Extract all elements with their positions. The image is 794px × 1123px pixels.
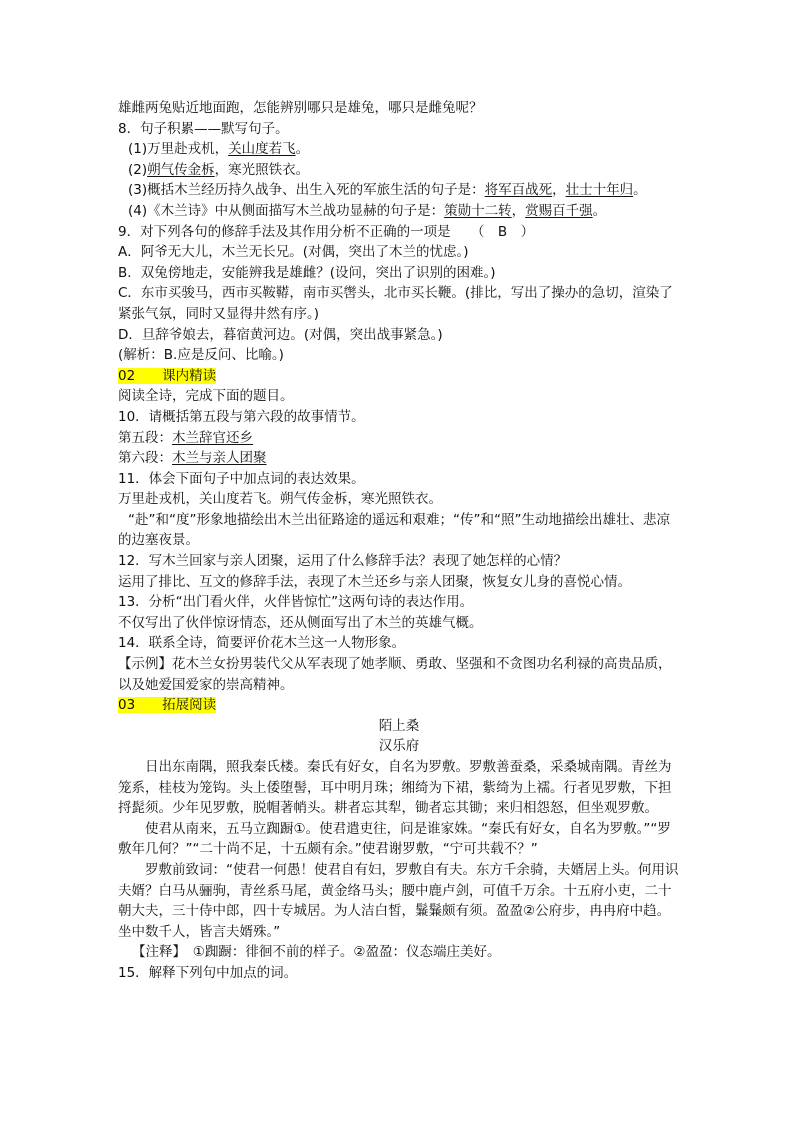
q14-title: 14．联系全诗，简要评价花木兰这一人物形象。 xyxy=(118,635,406,652)
q8-4-answer-a: 策勋十二转 xyxy=(444,202,512,219)
q15-title: 15．解释下列句中加点的词。 xyxy=(118,964,298,981)
q9-option-c: C．东市买骏马，西市买鞍鞯，南市买辔头，北市买长鞭。(排比，写出了操办的急切，渲染了紧张气氛，同时又显得井然有序。) xyxy=(118,285,673,322)
q8-title: 8．句子积累——默写句子。 xyxy=(118,120,289,137)
poem-paragraph-3: 罗敷前致词：“使君一何愚！使君自有妇，罗敷自有夫。东方千余骑，夫婿居上头。何用识夫婿？白马从骊驹，青丝系马尾，黄金络马头；腰中鹿卢剑，可值千万余。十五府小吏，二十朝大夫，三十侍中郎，四十专城居。为人洁白皙，鬑鬑颇有须。盈盈②公府步，冉冉府中趋。坐中数千人，皆言夫婿殊。” xyxy=(118,861,679,940)
q8-item-2 xyxy=(118,160,680,181)
q8-3-answer-b: 壮士十年归 xyxy=(565,182,634,199)
q11-quote: 万里赴戎机，关山度若飞。朔气传金柝，寒光照铁衣。 xyxy=(118,491,442,508)
q11-answer: “赴”和“度”形象地描绘出木兰出征路途的遥远和艰难；“传”和“照”生动地描绘出雄壮、悲凉的边塞夜景。 xyxy=(118,511,670,549)
q8-2-num: (2) xyxy=(128,161,148,178)
q10-p5-answer: 木兰辞官还乡 xyxy=(172,429,253,446)
page-content xyxy=(118,98,680,984)
q8-3-prompt: (3)概括木兰经历持久战争、出生入死的军旅生活的句子是： xyxy=(128,182,485,199)
q8-1-punct: 。 xyxy=(295,141,310,158)
q8-3-period: 。 xyxy=(633,182,647,199)
poem-notes: 【注释】 ①踟蹰：徘徊不前的样子。②盈盈：仪态端庄美好。 xyxy=(132,944,501,961)
q8-1-prompt: (1)万里赴戎机， xyxy=(128,141,229,158)
q8-1-answer: 关山度若飞 xyxy=(228,141,296,158)
q10-para5 xyxy=(118,428,680,449)
section-03-heading xyxy=(118,695,680,716)
q9-analysis: (解析：B.应是反问、比喻。) xyxy=(118,347,284,364)
q10-title: 10．请概括第五段与第六段的故事情节。 xyxy=(118,408,365,425)
q9-option-a: A．阿爷无大儿，木兰无长兄。(对偶，突出了木兰的忧虑。) xyxy=(118,244,469,261)
read-instruction: 阅读全诗，完成下面的题目。 xyxy=(118,388,294,405)
q8-4-prompt: (4)《木兰诗》中从侧面描写木兰战功显赫的句子是： xyxy=(128,202,445,219)
poem-paragraph-1: 日出东南隅，照我秦氏楼。秦氏有好女，自名为罗敷。罗敷善蚕桑，采桑城南隅。青丝为笼系，桂枝为笼钩。头上倭堕髻，耳中明月珠；缃绮为下裙，紫绮为上襦。行者见罗敷，下担捋髭须。少年见罗敷，脱帽著帩头。耕者忘其犁，锄者忘其锄；来归相怨怒，但坐观罗敷。 xyxy=(118,759,672,817)
q10-para6 xyxy=(118,448,680,469)
q11-title: 11．体会下面句子中加点词的表达效果。 xyxy=(118,470,365,487)
section-02-label: 02 课内精读 xyxy=(118,367,217,384)
q9-option-b: B．双兔傍地走，安能辨我是雄雌？(设问，突出了识别的困难。) xyxy=(118,264,496,281)
q8-2-rest: ，寒光照铁衣。 xyxy=(214,161,310,178)
q7-answer-tail: 雄雌两兔贴近地面跑，怎能辨别哪只是雄兔，哪只是雌兔呢？ xyxy=(118,100,483,116)
q12-answer: 运用了排比、互文的修辞手法，表现了木兰还乡与亲人团聚，恢复女儿身的喜悦心情。 xyxy=(118,573,631,590)
q8-3-answer-a: 将军百战死 xyxy=(484,182,553,199)
q8-4-period: 。 xyxy=(592,202,607,219)
q8-2-answer: 朔气传金柝 xyxy=(147,161,215,178)
poem-paragraph-2: 使君从南来，五马立踟蹰①。使君遣吏往，问是谁家姝。“秦氏有好女，自名为罗敷。”“罗敷年几何？”“二十尚不足，十五颇有余。”使君谢罗敷，“宁可共载不？” xyxy=(118,820,671,858)
q10-p6-label: 第六段： xyxy=(118,450,172,467)
section-02-heading xyxy=(118,366,680,387)
poem-author: 汉乐府 xyxy=(378,738,420,755)
q8-item-3 xyxy=(118,180,680,201)
q12-title: 12．写木兰回家与亲人团聚，运用了什么修辞手法？表现了她怎样的心情？ xyxy=(118,553,568,570)
q9-option-d: D．旦辞爷娘去，暮宿黄河边。(对偶，突出战事紧急。) xyxy=(118,326,443,343)
q9-title: 9．对下列各句的修辞手法及其作用分析不正确的一项是 （ B ） xyxy=(118,223,535,240)
q8-3-comma: ， xyxy=(552,182,566,199)
q10-p6-answer: 木兰与亲人团聚 xyxy=(172,450,267,467)
poem-title: 陌上桑 xyxy=(378,717,420,734)
q8-4-answer-b: 赏赐百千强 xyxy=(525,202,593,219)
q14-answer: 【示例】花木兰女扮男装代父从军表现了她孝顺、勇敢、坚强和不贪图功名利禄的高贵品质，以及她爱国爱家的崇高精神。 xyxy=(118,656,672,693)
q13-answer: 不仅写出了伙伴惊讶情态，还从侧面写出了木兰的英雄气概。 xyxy=(118,614,483,631)
q13-title: 13．分析“出门看火伴，火伴皆惊忙”这两句诗的表达作用。 xyxy=(118,594,474,611)
q10-p5-label: 第五段： xyxy=(118,429,172,446)
section-03-label: 03 拓展阅读 xyxy=(118,697,217,714)
q8-item-4 xyxy=(118,201,680,222)
q8-4-comma: ， xyxy=(511,202,526,219)
q8-item-1 xyxy=(118,139,680,160)
